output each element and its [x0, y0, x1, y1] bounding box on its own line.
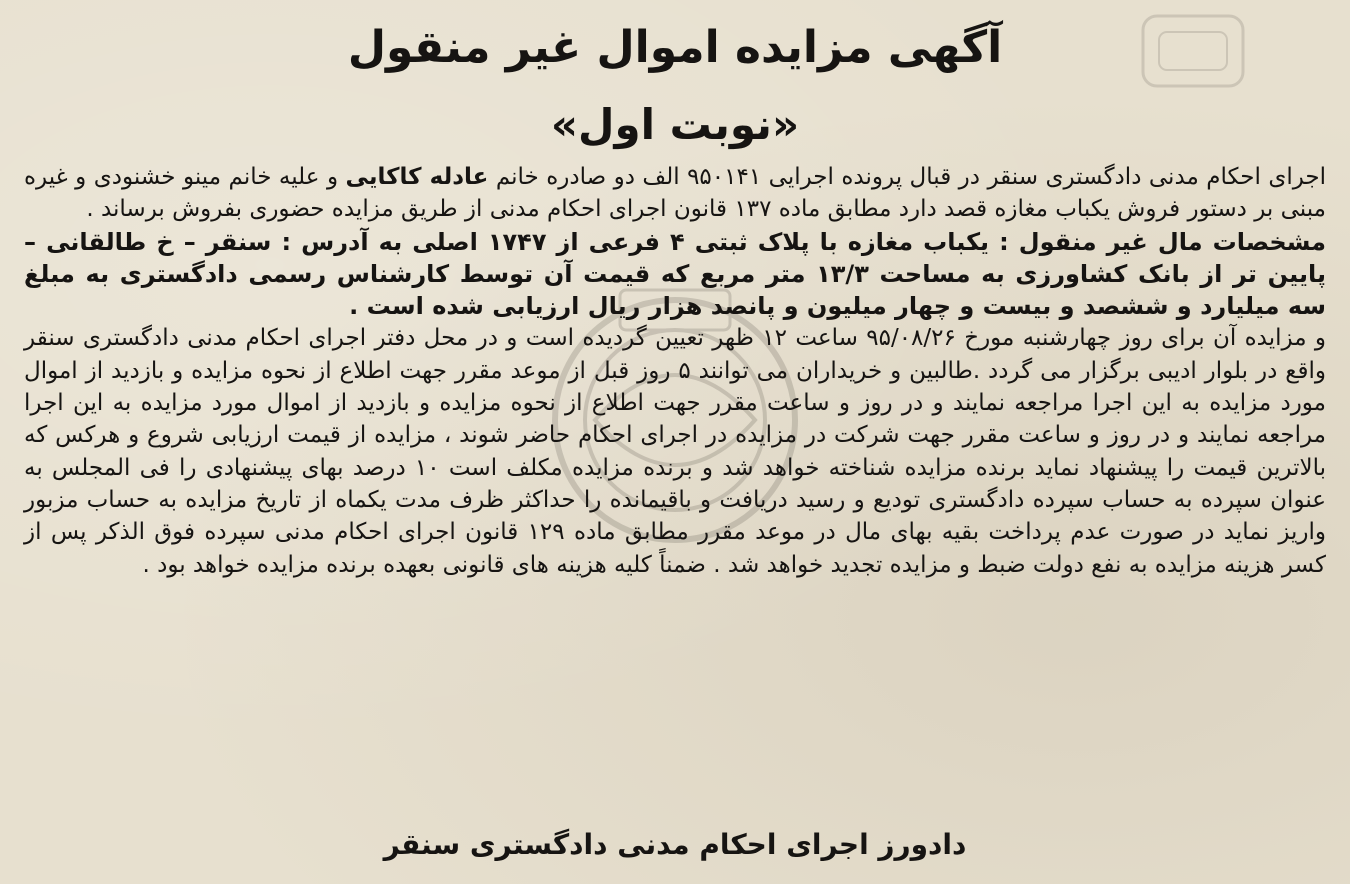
- applicant-name: عادله کاکایی: [345, 164, 489, 190]
- notice-body: [24, 161, 1326, 581]
- auction-details-paragraph: و مزایده آن برای روز چهارشنبه مورخ ۹۵/۰۸/۲۶ ساعت ۱۲ ظهر تعیین گردیده است و در محل دفتر اجرای احکام مدنی دادگستری سنقر واقع در بلوار ادیبی برگزار می گردد .طالبین و خریداران می توانند ۵ روز قبل از موعد مقرر جهت اطلاع از نحوه مزایده و بازدید از اموال مورد مزایده به این اجرا مراجعه نمایند و در روز و ساعت مقرر جهت اطلاع از نحوه مزایده و بازدید از اموال مورد مزایده به این اجرا مراجعه نمایند و در روز و ساعت مقرر جهت شرکت در مزایده در اجرای احکام حاضر شوند ، مزایده از قیمت ارزیابی شروع و هرکس که بالاترین قیمت را پیشنهاد نماید برنده مزایده شناخته خواهد شد و برنده مزایده مکلف است ۱۰ درصد بهای پیشنهادی را فی المجلس به عنوان سپرده به حساب سپرده دادگستری تودیع و رسید دریافت و باقیمانده را حداکثر ظرف مدت یکماه از تاریخ مزایده به حساب مزبور واریز نماید در صورت عدم پرداخت بقیه بهای مال در موعد مقرر مطابق ماده ۱۲۹ قانون اجرای احکام مدنی سپرده فوق الذکر پس از کسر هزینه مزایده به نفع دولت ضبط و مزایده تجدید خواهد شد . ضمناً کلیه هزینه های قانونی بعهده برنده مزایده خواهد بود .: [24, 325, 1327, 578]
- property-specs-paragraph: مشخصات مال غیر منقول : یکباب مغازه با پلاک ثبتی ۴ فرعی از ۱۷۴۷ اصلی به آدرس : سنقر – خ طالقانی – پایین تر از بانک کشاورزی به مساحت ۱۳/۳ متر مربع که قیمت آن توسط کارشناس رسمی دادگستری به مبلغ سه میلیارد و ششصد و بیست و چهار میلیون و پانصد هزار ریال ارزیابی شده است .: [24, 227, 1326, 321]
- intro-text-a: اجرای احکام مدنی دادگستری سنقر در قبال پرونده اجرایی ۹۵۰۱۴۱ الف دو صادره خانم: [488, 164, 1327, 190]
- notice-signature: دادورز اجرای احکام مدنی دادگستری سنقر: [383, 828, 967, 861]
- notice-title: آگهی مزایده اموال غیر منقول: [347, 22, 1003, 73]
- intro-paragraph: [24, 161, 1326, 226]
- intro-text-b: و علیه خانم مینو خشنودی و غیره مبنی بر دستور فروش یکباب مغازه قصد دارد مطابق ماده ۱۳۷ قانون اجرای احکام مدنی از طریق مزایده حضوری بفروش برساند .: [24, 164, 1326, 223]
- notice-round: «نوبت اول»: [550, 100, 800, 149]
